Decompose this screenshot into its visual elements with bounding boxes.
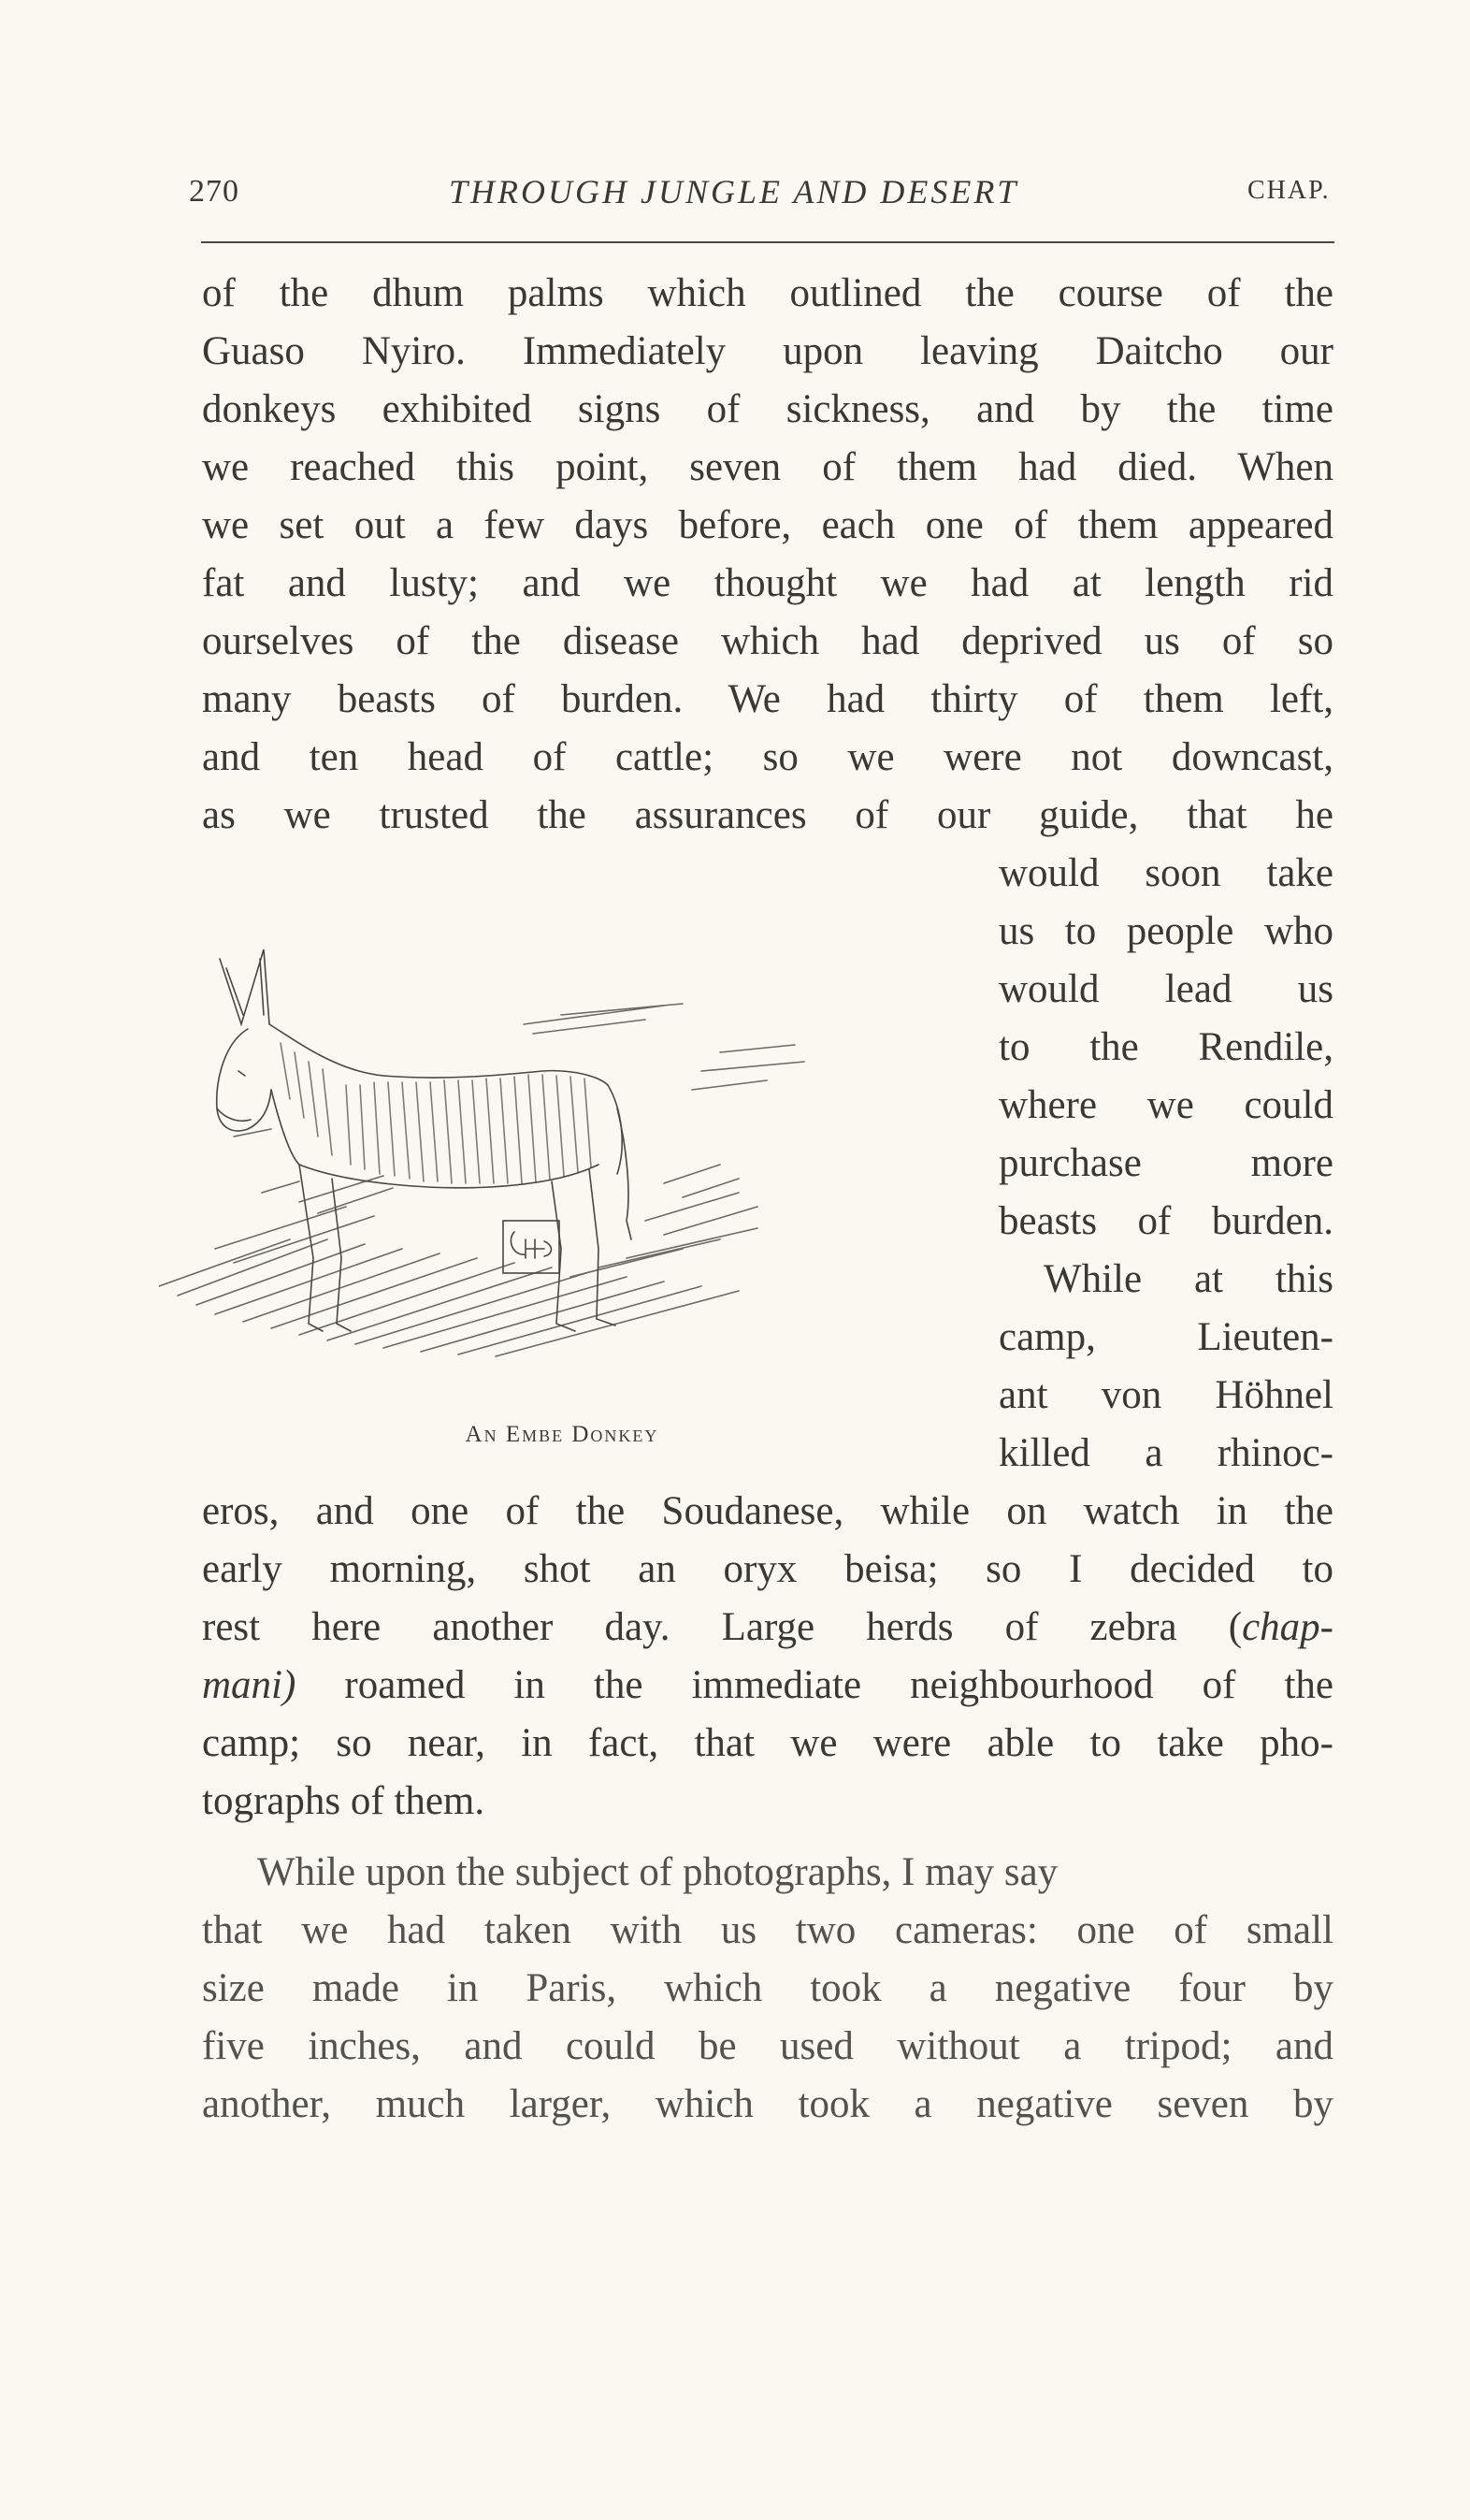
paragraph-line: another, much larger, which took a negative seven by [202, 2082, 1333, 2126]
body-line: tographs of them. [202, 1779, 485, 1823]
figure-caption: An Embe Donkey [465, 1422, 659, 1447]
wrap-line: us to people who [999, 909, 1333, 953]
italic-term: mani) [202, 1663, 296, 1707]
wrap-line: would lead us [999, 967, 1333, 1011]
paragraph-line: size made in Paris, which took a negative four by [202, 1966, 1333, 2010]
body-line: Guaso Nyiro. Immediately upon leaving Daitcho our [202, 329, 1333, 373]
wrap-line: killed a rhinoc- [999, 1431, 1333, 1475]
wrap-line: purchase more [999, 1141, 1333, 1185]
body-line: many beasts of burden. We had thirty of them left, [202, 677, 1333, 721]
wrap-line: While at this [1044, 1257, 1333, 1301]
wrap-line: ant von Höhnel [999, 1373, 1333, 1417]
body-line: ourselves of the disease which had deprived us of so [202, 619, 1333, 663]
body-line: donkeys exhibited signs of sickness, and by the time [202, 387, 1333, 431]
body-line: we set out a few days before, each one of them appeared [202, 503, 1333, 547]
running-header [0, 168, 1470, 224]
wrap-line: to the Rendile, [999, 1025, 1333, 1069]
body-line: as we trusted the assurances of our guide, that he [202, 793, 1333, 837]
paragraph-line: that we had taken with us two cameras: one of small [202, 1908, 1333, 1952]
body-line: we reached this point, seven of them had died. When [202, 445, 1333, 489]
body-line: early morning, shot an oryx beisa; so I decided to [202, 1547, 1333, 1591]
wrap-line: beasts of burden. [999, 1199, 1333, 1243]
wrap-line: where we could [999, 1083, 1333, 1127]
body-line: fat and lusty; and we thought we had at length rid [202, 561, 1333, 605]
italic-term: chap- [1242, 1605, 1333, 1649]
donkey-illustration [159, 884, 982, 1408]
body-line: and ten head of cattle; so we were not downcast, [202, 735, 1333, 779]
header-rule [201, 241, 1334, 243]
page-number: 270 [189, 174, 239, 209]
wrap-line: would soon take [999, 851, 1333, 895]
chapter-label: CHAP. [1247, 176, 1331, 205]
paragraph-line: While upon the subject of photographs, I may say [257, 1850, 1059, 1894]
body-line [202, 1607, 1333, 1647]
running-title: THROUGH JUNGLE AND DESERT [449, 173, 1019, 210]
body-line [202, 1665, 1333, 1705]
body-line: camp; so near, in fact, that we were able to take pho- [202, 1721, 1333, 1765]
wrap-line: camp, Lieuten- [999, 1315, 1333, 1359]
body-line: eros, and one of the Soudanese, while on watch in the [202, 1489, 1333, 1533]
text-span: roamed in the immediate neighbourhood of the [295, 1663, 1333, 1707]
body-line: of the dhum palms which outlined the course of the [202, 271, 1333, 315]
text-span: rest here another day. Large herds of zebra ( [202, 1605, 1243, 1649]
paragraph-line: five inches, and could be used without a tripod; and [202, 2024, 1333, 2068]
